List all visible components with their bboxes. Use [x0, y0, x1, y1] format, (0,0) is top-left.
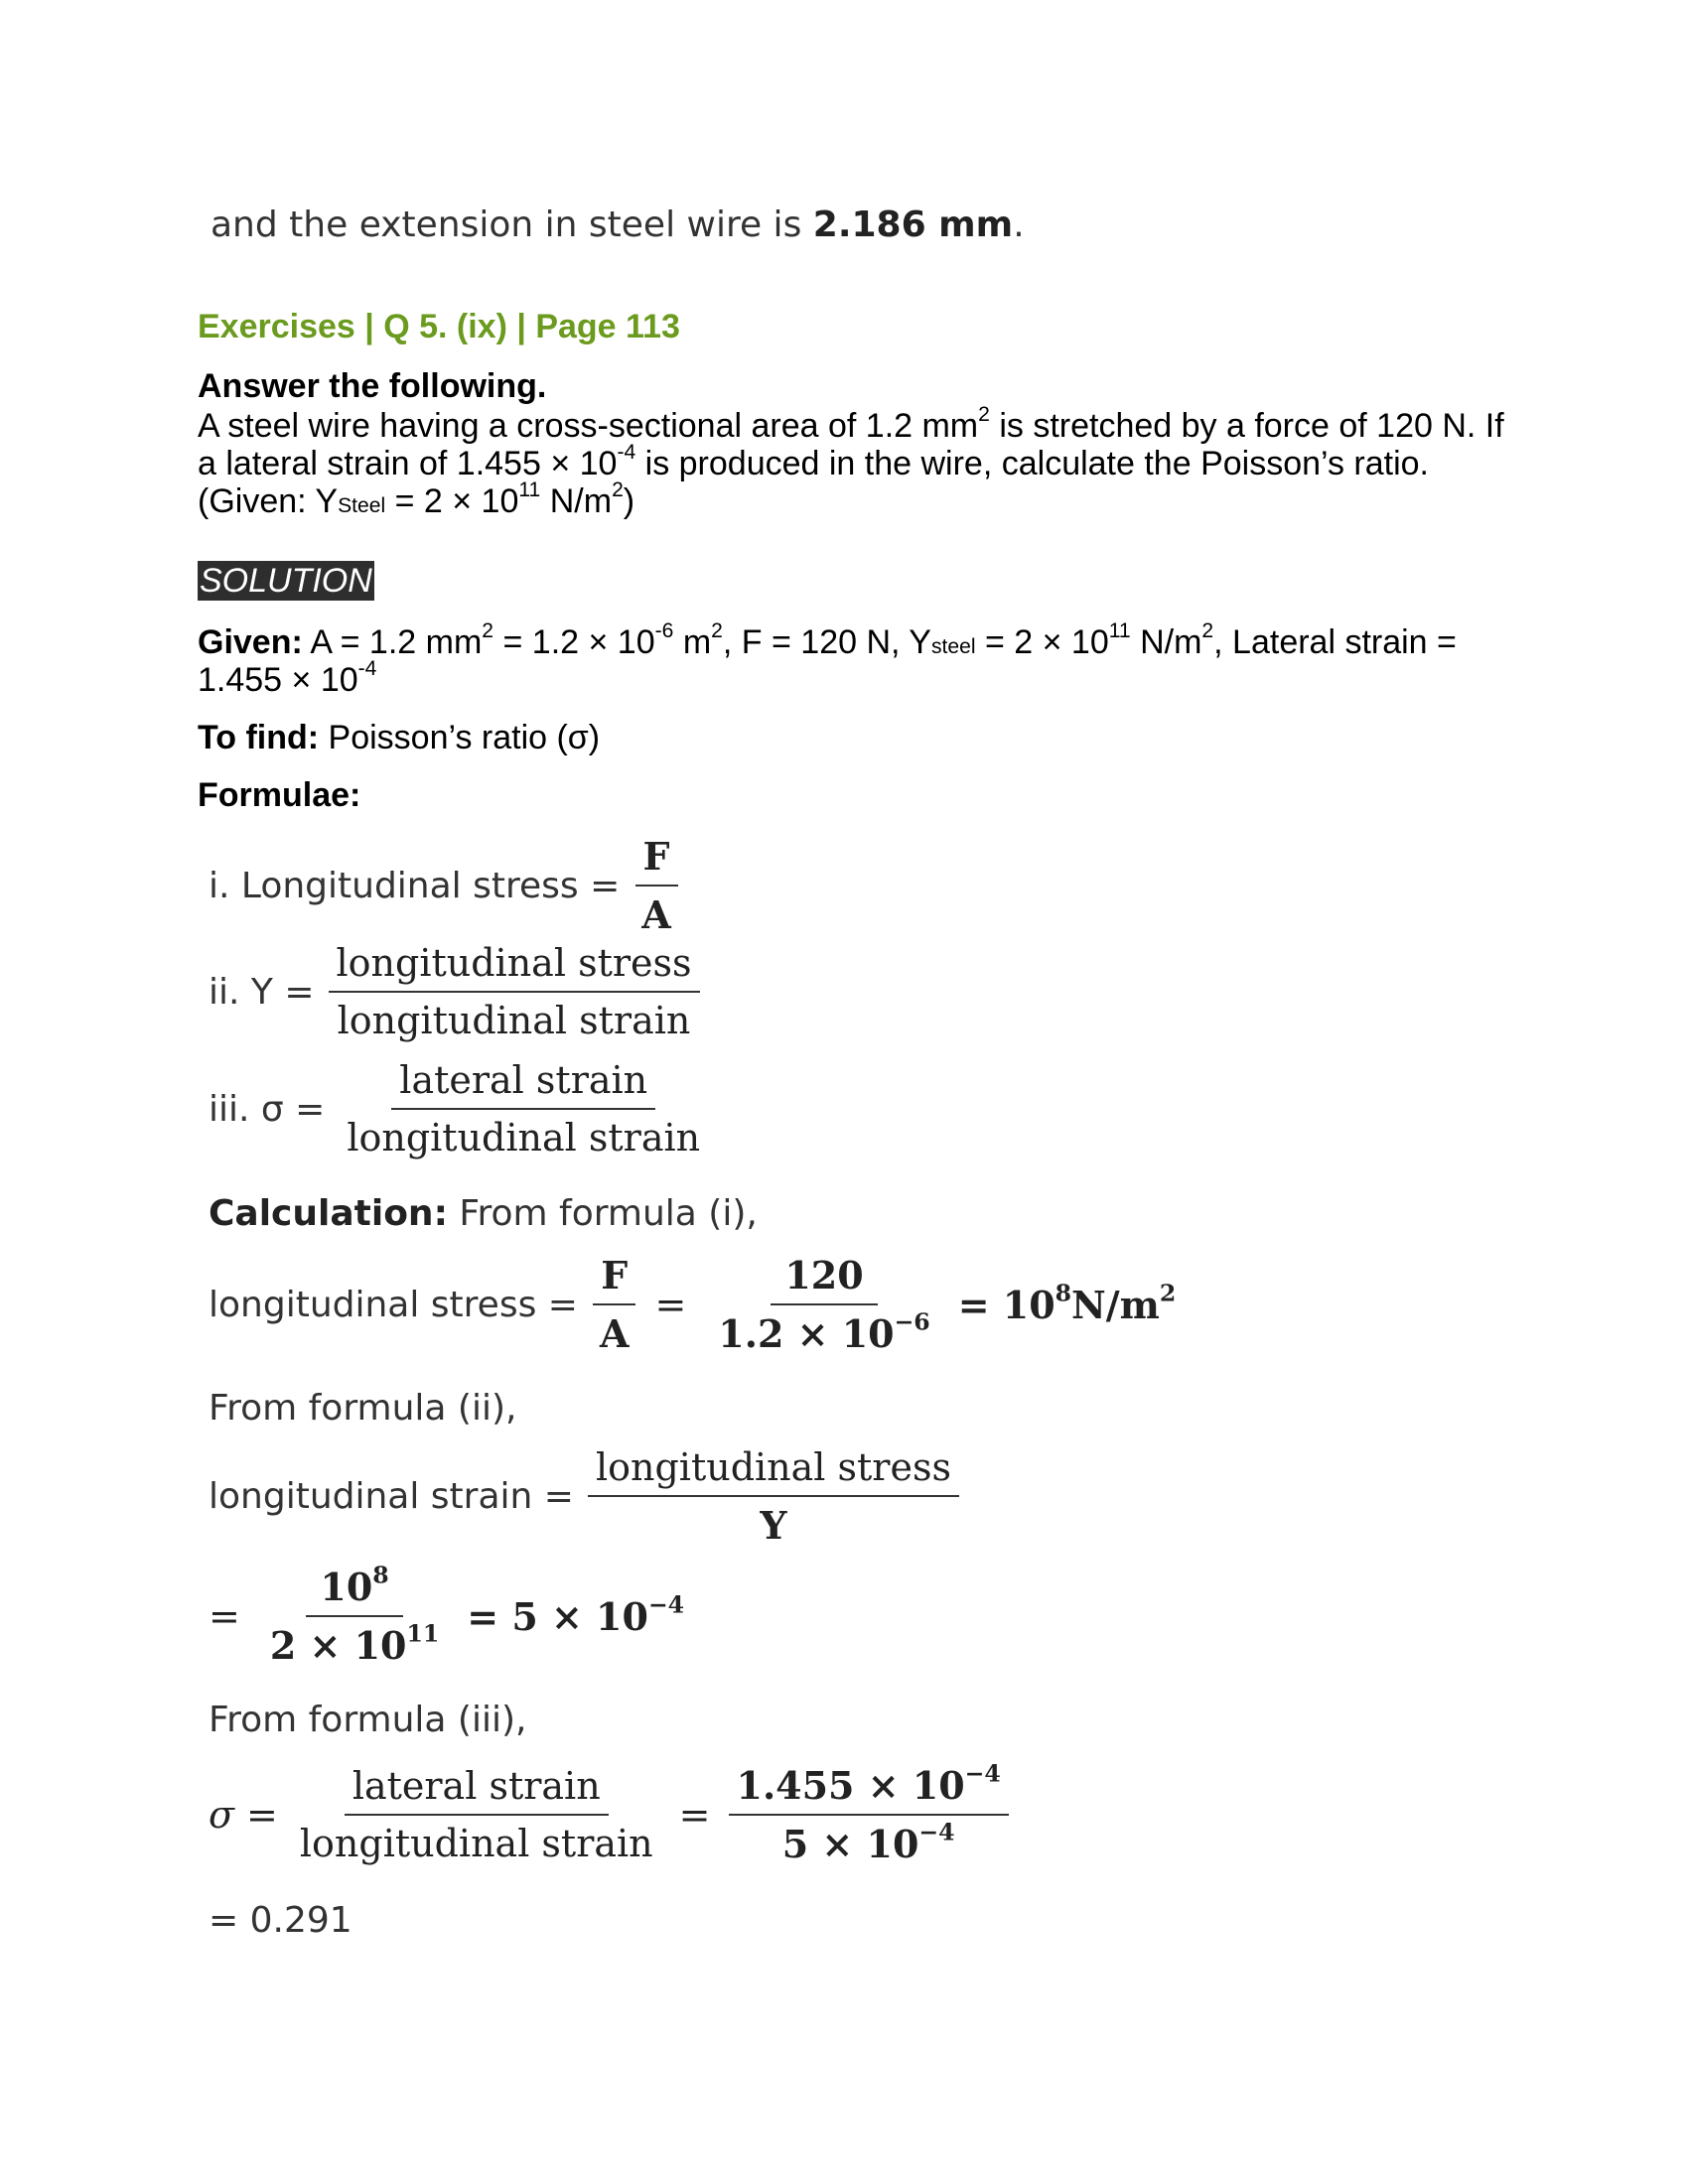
given-a: A = 1.2 mm — [302, 623, 483, 661]
stress-result-base: = 10 — [957, 1282, 1055, 1327]
sigma-denominator: longitudinal strain — [299, 1822, 653, 1865]
formula-iii-fraction — [339, 1058, 708, 1160]
formula-i — [209, 834, 679, 937]
q3-sub: Steel — [338, 494, 386, 517]
strain2-result-sup: −4 — [647, 1589, 685, 1618]
formula-ii-denominator: longitudinal strain — [337, 999, 691, 1042]
extension-result-line — [211, 205, 1025, 245]
strain-fraction — [588, 1445, 959, 1548]
equals-sign: = — [654, 1283, 687, 1326]
formula-ii — [209, 941, 700, 1042]
stress-label: longitudinal stress = — [209, 1284, 578, 1325]
formulae-label: Formulae: — [198, 776, 361, 814]
stress-F: F — [593, 1253, 635, 1305]
sigma2-den-sup: −4 — [918, 1818, 955, 1846]
q2-sup: -4 — [617, 441, 636, 465]
strain-denominator: Y — [760, 1503, 787, 1548]
given-f-sup: 2 — [1201, 619, 1214, 643]
strain-result — [467, 1589, 685, 1639]
from-formula-ii: From formula (ii), — [209, 1388, 517, 1429]
given-e-sup: 11 — [1108, 619, 1131, 643]
stress-den-sup: −6 — [894, 1307, 930, 1336]
given-b-sup: -6 — [654, 619, 674, 643]
stress-fraction-numeric — [704, 1253, 943, 1356]
strain2-den-base: 2 × 10 — [269, 1623, 407, 1668]
formula-ii-numerator: longitudinal stress — [329, 941, 700, 993]
sigma-numeric-denominator — [774, 1816, 963, 1866]
given-line2-text: 1.455 × 10 — [198, 661, 358, 699]
q2-text-b: is produced in the wire, calculate the Poisson’s ratio. — [635, 445, 1430, 482]
given-d-sub: steel — [930, 635, 976, 658]
equals-sign: = — [678, 1793, 711, 1837]
stress-den-base: 1.2 × 10 — [718, 1311, 895, 1356]
stress-numeric-numerator: 120 — [771, 1253, 877, 1305]
stress-calculation — [209, 1253, 1176, 1356]
extension-text: and the extension in steel wire is — [211, 205, 813, 245]
equals-sign: = — [209, 1594, 240, 1638]
sigma-label: σ = — [209, 1793, 278, 1837]
stress-result-sup: 8 — [1055, 1278, 1072, 1306]
formula-i-numerator: F — [635, 834, 678, 887]
given-d: , F = 120 N, Y — [722, 623, 931, 661]
question-line-2 — [198, 441, 1430, 482]
q1-text-b: is stretched by a force of 120 N. If — [989, 407, 1504, 445]
formula-i-denominator: A — [641, 892, 671, 937]
strain-numeric — [209, 1561, 685, 1668]
formula-iii — [209, 1058, 708, 1160]
extension-period: . — [1013, 205, 1025, 245]
extension-value: 2.186 mm — [812, 205, 1014, 245]
given-line-1 — [198, 619, 1457, 666]
sigma-numeric-fraction — [729, 1759, 1009, 1866]
sigma2-num-sup: −4 — [964, 1759, 1001, 1788]
given-e: = 2 × 10 — [975, 623, 1109, 661]
calculation-label: Calculation: — [209, 1193, 448, 1234]
q3-text-d: ) — [623, 482, 635, 520]
sigma2-den-base: 5 × 10 — [781, 1822, 919, 1866]
strain2-den-sup: 11 — [406, 1619, 440, 1648]
from-formula-iii: From formula (iii), — [209, 1700, 527, 1740]
question-line-3 — [198, 478, 635, 525]
strain-calculation — [209, 1445, 959, 1548]
strain2-num-base: 10 — [320, 1565, 373, 1609]
sigma2-num-base: 1.455 × 10 — [736, 1763, 965, 1808]
sigma-calculation — [209, 1759, 1009, 1866]
stress-A: A — [599, 1311, 630, 1356]
stress-numeric-denominator — [704, 1305, 943, 1356]
q3-text-a: (Given: Y — [198, 482, 339, 520]
given-a-sup: 2 — [482, 619, 494, 643]
formula-i-fraction — [633, 834, 678, 937]
given-f: N/m — [1130, 623, 1202, 661]
q1-sup: 2 — [978, 403, 990, 427]
strain2-num-sup: 8 — [372, 1561, 389, 1589]
strain2-result-base: = 5 × 10 — [467, 1593, 648, 1639]
formula-iii-denominator: longitudinal strain — [347, 1116, 701, 1160]
formula-iii-label: iii. σ = — [209, 1088, 326, 1130]
solution-label: SOLUTION — [200, 562, 372, 600]
formula-ii-fraction — [329, 941, 700, 1042]
given-c-sup: 2 — [711, 619, 723, 643]
q3-sup: 11 — [518, 478, 541, 502]
to-find-label: To find: — [198, 719, 320, 756]
strain-label: longitudinal strain = — [209, 1476, 574, 1517]
given-g: , Lateral strain = — [1213, 623, 1457, 661]
given-label: Given: — [198, 623, 303, 661]
given-c: m — [673, 623, 712, 661]
calculation-intro: From formula (i), — [447, 1193, 758, 1234]
formula-iii-numerator: lateral strain — [391, 1058, 655, 1110]
question-title: Answer the following. — [198, 367, 547, 405]
q3-sup2: 2 — [612, 478, 624, 502]
strain-numeric-denominator — [256, 1617, 453, 1668]
formula-ii-label: ii. Y = — [209, 971, 315, 1013]
q3-text-c: N/m — [540, 482, 613, 520]
to-find-line — [198, 719, 600, 756]
exercise-heading: Exercises | Q 5. (ix) | Page 113 — [198, 308, 680, 345]
sigma-numerator: lateral strain — [345, 1764, 609, 1816]
q2-text-a: a lateral strain of 1.455 × 10 — [198, 445, 618, 482]
q3-text-b: = 2 × 10 — [385, 482, 519, 520]
q1-text-a: A steel wire having a cross-sectional area of 1.2 mm — [198, 407, 979, 445]
strain-numeric-numerator — [306, 1561, 402, 1617]
strain-numerator: longitudinal stress — [588, 1445, 959, 1497]
stress-result-unit-sup: 2 — [1159, 1278, 1177, 1306]
stress-result — [957, 1278, 1177, 1327]
strain-numeric-fraction — [256, 1561, 453, 1668]
formula-i-label: i. Longitudinal stress = — [209, 865, 621, 906]
given-line-2 — [198, 657, 377, 699]
question-line-1 — [198, 403, 1504, 445]
final-answer: = 0.291 — [209, 1900, 352, 1941]
calculation-line — [209, 1193, 758, 1234]
sigma-fraction — [292, 1764, 661, 1865]
given-b: = 1.2 × 10 — [493, 623, 655, 661]
to-find-text: Poisson’s ratio (σ) — [319, 719, 601, 756]
stress-result-unit: N/m — [1071, 1282, 1160, 1327]
sigma-numeric-numerator — [729, 1759, 1009, 1816]
given-line2-sup: -4 — [357, 657, 377, 681]
stress-fraction-FA — [592, 1253, 636, 1356]
